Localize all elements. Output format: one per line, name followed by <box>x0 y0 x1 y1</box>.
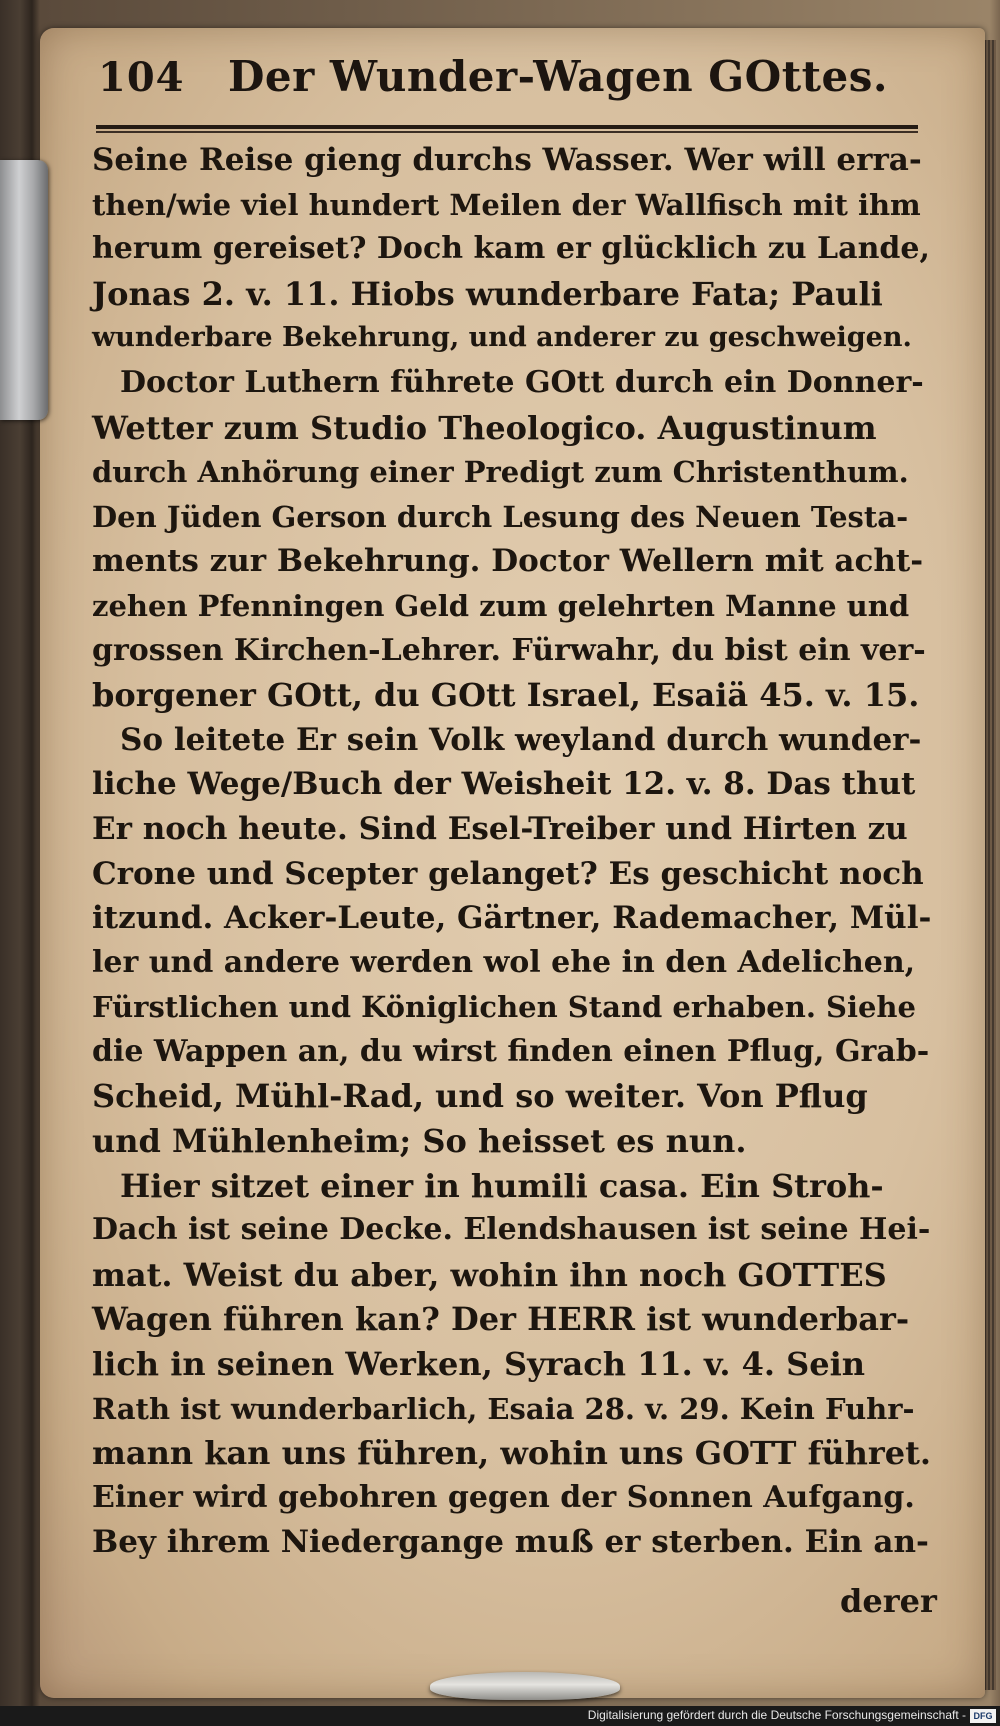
catchword: derer <box>840 1582 937 1620</box>
text-line: Fürstlichen und Königlichen Stand erhaben. Siehe <box>92 990 916 1025</box>
text-line: liche Wege/Buch der Weisheit 12. v. 8. Das thut <box>92 766 916 803</box>
header-rule-thin <box>96 131 918 133</box>
text-line: itzund. Acker-Leute, Gärtner, Rademacher, Mül- <box>92 900 932 937</box>
text-line: Doctor Luthern führete GOtt durch ein Donner- <box>120 364 924 400</box>
page-header <box>88 50 928 110</box>
text-line: Jonas 2. v. 11. Hiobs wunderbare Fata; Pauli <box>92 274 883 313</box>
text-line: Er noch heute. Sind Esel-Treiber und Hirten zu <box>92 810 908 847</box>
text-line: Scheid, Mühl-Rad, und so weiter. Von Pflug <box>92 1077 868 1116</box>
running-title: Der Wunder-Wagen GOttes. <box>228 52 889 101</box>
dfg-logo: DFG <box>970 1709 996 1723</box>
text-line: grossen Kirchen-Lehrer. Fürwahr, du bist ein ver- <box>92 632 926 668</box>
text-line: Rath ist wunderbarlich, Esaia 28. v. 29. Kein Fuhr- <box>92 1391 915 1426</box>
text-line: und Mühlenheim; So heisset es nun. <box>92 1122 747 1161</box>
footer-credit: Digitalisierung gefördert durch die Deutsche Forschungsgemeinschaft - <box>587 1708 966 1722</box>
text-line: Hier sitzet einer in humili casa. Ein Stroh- <box>120 1166 884 1205</box>
text-line: ments zur Bekehrung. Doctor Wellern mit acht- <box>92 543 924 580</box>
page-clip-bottom <box>430 1672 620 1700</box>
text-line: So leitete Er sein Volk weyland durch wunder- <box>120 721 922 758</box>
text-line: Den Jüden Gerson durch Lesung des Neuen Testa- <box>92 499 909 534</box>
text-line: mat. Weist du aber, wohin ihn noch GOTTES <box>92 1255 887 1294</box>
text-line: then/wie viel hundert Meilen der Wallfisch mit ihm <box>92 187 921 222</box>
text-line: Dach ist seine Decke. Elendshausen ist seine Hei- <box>92 1212 931 1248</box>
text-line: zehen Pfenningen Geld zum gelehrten Manne und <box>92 588 910 623</box>
text-line: borgener GOtt, du GOtt Israel, Esaiä 45. v. 15. <box>92 676 920 715</box>
page-number: 104 <box>98 54 185 101</box>
text-line: Wagen führen kan? Der HERR ist wunderbar- <box>92 1300 910 1339</box>
text-line: durch Anhörung einer Predigt zum Christenthum. <box>92 455 909 490</box>
text-line: wunderbare Bekehrung, und anderer zu geschweigen. <box>92 322 912 354</box>
text-line: Einer wird gebohren gegen der Sonnen Aufgang. <box>92 1479 915 1515</box>
text-line: mann kan uns führen, wohin uns GOTT führet. <box>92 1434 931 1473</box>
text-line: Bey ihrem Niedergange muß er sterben. Ein an- <box>92 1524 929 1561</box>
text-line: Crone und Scepter gelanget? Es geschicht noch <box>92 855 924 892</box>
body-text <box>92 138 932 1565</box>
text-line: herum gereiset? Doch kam er glücklich zu Lande, <box>92 231 930 267</box>
text-line: die Wappen an, du wirst finden einen Pflug, Grab- <box>92 1033 930 1069</box>
text-line: Wetter zum Studio Theologico. Augustinum <box>92 408 877 447</box>
digitization-footer <box>0 1706 1000 1726</box>
header-rule <box>96 125 918 129</box>
page-stack-edge <box>984 40 996 1690</box>
text-line: ler und andere werden wol ehe in den Adelichen, <box>92 944 916 980</box>
page-clip-left <box>0 160 48 420</box>
text-line: lich in seinen Werken, Syrach 11. v. 4. Sein <box>92 1345 866 1384</box>
text-line: Seine Reise gieng durchs Wasser. Wer will erra- <box>92 142 922 178</box>
